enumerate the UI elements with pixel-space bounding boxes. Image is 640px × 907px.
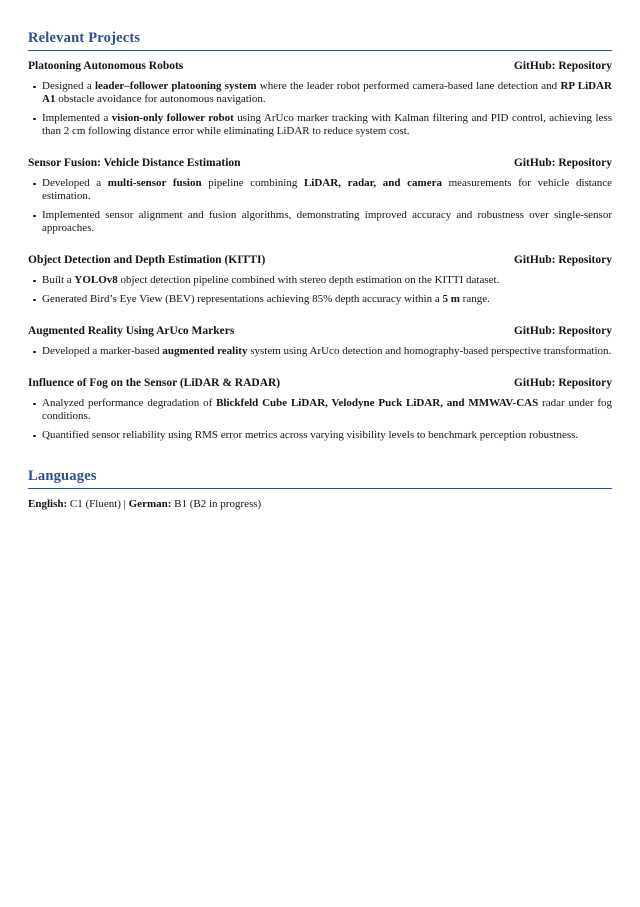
bullet-item bbox=[28, 429, 612, 442]
bold-text-run: German: bbox=[128, 498, 172, 510]
project-title: Augmented Reality Using ArUco Markers bbox=[28, 325, 235, 337]
bullet-dot-icon bbox=[33, 86, 36, 89]
project-bullet-list bbox=[28, 274, 612, 306]
text-run: obstacle avoidance for autonomous navigation. bbox=[55, 93, 266, 105]
github-label: GitHub: bbox=[513, 157, 559, 169]
text-run: Analyzed performance degradation of bbox=[42, 397, 217, 409]
github-repository-link[interactable]: Repository bbox=[558, 157, 612, 169]
project-title: Object Detection and Depth Estimation (KITTI) bbox=[28, 254, 266, 266]
github-repository-link[interactable]: Repository bbox=[558, 377, 612, 389]
github-label: GitHub: bbox=[513, 254, 559, 266]
bullet-item bbox=[28, 397, 612, 423]
github-label: GitHub: bbox=[513, 325, 559, 337]
text-run: Implemented a bbox=[42, 112, 112, 124]
github-repository-link[interactable]: Repository bbox=[558, 254, 612, 266]
text-run: range. bbox=[459, 293, 490, 305]
bullet-dot-icon bbox=[33, 403, 36, 406]
github-label: GitHub: bbox=[513, 377, 559, 389]
project-bullet-list bbox=[28, 345, 612, 358]
bold-text-run: 5 m bbox=[442, 293, 460, 305]
project-header-row bbox=[28, 60, 612, 72]
bold-text-run: augmented reality bbox=[162, 345, 248, 357]
text-run: Developed a marker-based bbox=[42, 345, 163, 357]
project-bullet-list bbox=[28, 397, 612, 442]
github-link-group bbox=[514, 325, 612, 337]
project-header-row bbox=[28, 157, 612, 169]
text-run: where the leader robot performed camera-based lane detection and bbox=[256, 80, 561, 92]
bold-text-run: RP LiDAR A1 bbox=[42, 80, 613, 105]
section-title-projects: Relevant Projects bbox=[28, 30, 612, 51]
bullet-dot-icon bbox=[33, 118, 36, 121]
projects-list bbox=[28, 60, 612, 442]
text-run: system using ArUco detection and homography-based perspective transformation. bbox=[247, 345, 612, 357]
bold-text-run: multi-sensor fusion bbox=[107, 177, 202, 189]
github-link-group bbox=[514, 377, 612, 389]
text-run: using ArUco marker tracking with Kalman filtering and PID control, achieving less than 2 cm following distance error while eliminating LiDAR to reduce system cost. bbox=[42, 112, 612, 137]
projects-section bbox=[28, 30, 612, 442]
bullet-item bbox=[28, 80, 612, 106]
languages-section bbox=[28, 468, 612, 511]
text-run: pipeline combining bbox=[201, 177, 304, 189]
github-repository-link[interactable]: Repository bbox=[558, 325, 612, 337]
project-bullet-list bbox=[28, 80, 612, 138]
bold-text-run: LiDAR, radar, and camera bbox=[303, 177, 442, 189]
bullet-item bbox=[28, 209, 612, 235]
github-link-group bbox=[514, 157, 612, 169]
project-title: Sensor Fusion: Vehicle Distance Estimation bbox=[28, 157, 241, 169]
project-title: Platooning Autonomous Robots bbox=[28, 60, 184, 72]
bold-text-run: vision-only follower robot bbox=[111, 112, 234, 124]
bullet-dot-icon bbox=[33, 435, 36, 438]
text-run: Quantified sensor reliability using RMS error metrics across varying visibility levels to benchmark perception robustness. bbox=[42, 429, 579, 441]
bullet-dot-icon bbox=[33, 299, 36, 302]
bullet-item bbox=[28, 293, 612, 306]
project-title: Influence of Fog on the Sensor (LiDAR & RADAR) bbox=[28, 377, 281, 389]
text-run: measurements for vehicle distance estimation. bbox=[42, 177, 613, 202]
text-run: Designed a bbox=[42, 80, 95, 92]
project-bullet-list bbox=[28, 177, 612, 235]
text-run: Generated Bird’s Eye View (BEV) representations achieving 85% depth accuracy within a bbox=[42, 293, 443, 305]
section-title-languages: Languages bbox=[28, 468, 612, 489]
project-block bbox=[28, 325, 612, 358]
text-run: Implemented sensor alignment and fusion algorithms, demonstrating improved accuracy and robustness over single-sensor approaches. bbox=[42, 209, 612, 234]
project-block bbox=[28, 377, 612, 442]
languages-text bbox=[28, 498, 612, 511]
bullet-dot-icon bbox=[33, 215, 36, 218]
github-link-group bbox=[514, 254, 612, 266]
github-label: GitHub: bbox=[513, 60, 559, 72]
github-link-group bbox=[514, 60, 612, 72]
text-run: B1 (B2 in progress) bbox=[171, 498, 262, 510]
bold-text-run: YOLOv8 bbox=[74, 274, 118, 286]
project-header-row bbox=[28, 254, 612, 266]
project-block bbox=[28, 157, 612, 235]
bullet-dot-icon bbox=[33, 183, 36, 186]
bold-text-run: leader–follower platooning system bbox=[94, 80, 257, 92]
bullet-item bbox=[28, 274, 612, 287]
bold-text-run: Blickfeld Cube LiDAR, Velodyne Puck LiDAR, and MMWAV-CAS bbox=[216, 397, 539, 409]
bullet-dot-icon bbox=[33, 280, 36, 283]
project-block bbox=[28, 60, 612, 138]
project-block bbox=[28, 254, 612, 306]
project-header-row bbox=[28, 377, 612, 389]
bullet-dot-icon bbox=[33, 351, 36, 354]
bold-text-run: English: bbox=[28, 498, 68, 510]
bullet-item bbox=[28, 112, 612, 138]
bullet-item bbox=[28, 177, 612, 203]
project-header-row bbox=[28, 325, 612, 337]
text-run: Developed a bbox=[42, 177, 108, 189]
github-repository-link[interactable]: Repository bbox=[558, 60, 612, 72]
text-run: radar under fog conditions. bbox=[42, 397, 612, 422]
bullet-item bbox=[28, 345, 612, 358]
text-run: C1 (Fluent) | bbox=[67, 498, 129, 510]
text-run: Built a bbox=[42, 274, 75, 286]
text-run: object detection pipeline combined with stereo depth estimation on the KITTI dataset. bbox=[117, 274, 500, 286]
